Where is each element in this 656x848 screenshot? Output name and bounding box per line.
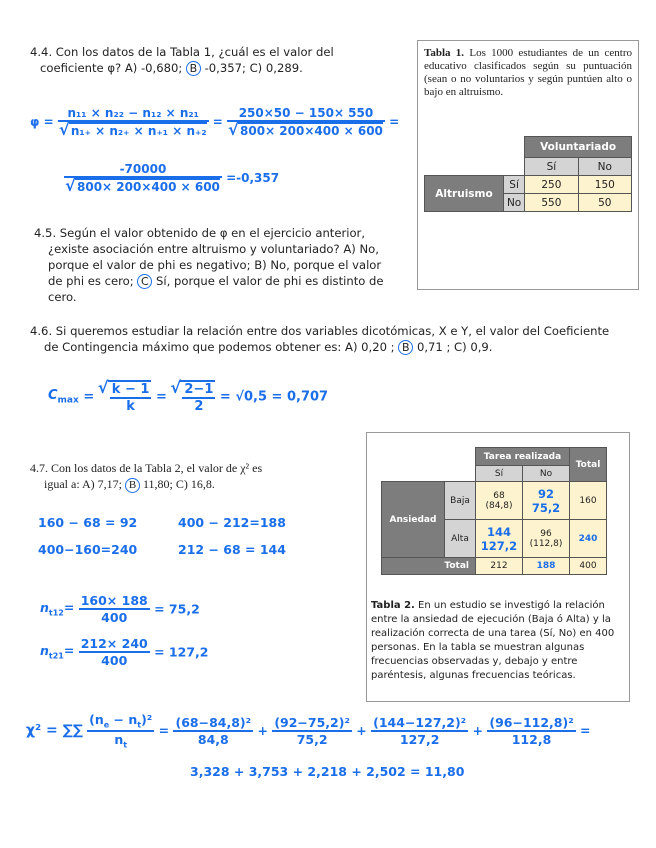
table2-theo-handwritten: 127,2 [480,538,518,553]
answer-circle-b: B [125,478,140,493]
question-4-4 [30,44,402,76]
table2-obs-handwritten: 144 [486,524,511,539]
q46-line1: 4.6. Si queremos estudiar la relación entre dos variables dicotómicas, X e Y, el valor del Coeficiente [30,324,610,338]
q45-line1: 4.5. Según el valor obtenido de φ en el ejercicio anterior, [34,226,365,240]
table2-obs-handwritten: 92 [537,486,554,501]
cmax-lhs: C [48,388,58,404]
table1-caption-title: Tabla 1. [424,47,465,59]
table1-col-no: No [578,158,631,176]
chi-square-formula: χ² = ∑∑ $\frac{(n_e - n_t)^2}{n_t}$ = $\frac{\text{(68−84,8)²}}{84,8}$ + $\frac{\text{(92−75,2)²}}{75,2}$ + $\frac{\text{(144−127,2)²}}{127,2}$ + $\frac{\text{(96−112,8)²}}{112,8}$ = [26,712,591,749]
q45-line2: ¿existe asociación entre altruismo y voluntariado? A) No, [48,242,379,256]
table2-theo: (112,8) [529,538,563,549]
table1-cell: 150 [578,176,631,194]
table2-grand-total: 400 [570,558,607,575]
q47-line2a: igual a: A) 7,17; [44,477,122,491]
q44-line2a: coeficiente φ? A) -0,680; [40,61,183,75]
table2-row-total-handwritten: 240 [570,520,607,558]
table1-row-header: Altruismo [425,176,504,212]
phi-den: √ n₁₊ × n₂₊ × n₊₁ × n₊₂ [69,122,207,138]
calc-a: 160 − 68 = 92 [38,515,138,530]
chi-sum-result: 3,328 + 3,753 + 2,218 + 2,502 = 11,80 [190,764,465,779]
table2-row-header: Ansiedad [382,482,445,558]
q44-line2b: -0,357; C) 0,289. [204,61,303,75]
table1-panel [417,40,639,290]
phi-fraction-values [227,106,385,138]
table2-col-si: Sí [476,466,523,482]
cmax-formula [48,380,328,414]
phi-num3: -70000 [64,162,222,178]
answer-circle-b: B [398,340,413,355]
chi-term1-num: (68−84,8)² [175,714,252,730]
chi-term4-num: (96−112,8)² [489,714,574,730]
phi-fraction-result [64,162,222,194]
nt12-formula: $n_{t12}=$ $\frac{160\times 188}{400}$ = 75,2 [40,593,200,625]
phi-formula-line2 [64,162,279,194]
table2-col-total: 212 [476,558,523,575]
q44-line1: 4.4. Con los datos de la Tabla 1, ¿cuál es el valor del [30,45,334,59]
table2-col-total-handwritten: 188 [523,558,570,575]
table2-total-header: Total [570,448,607,482]
nt12-den: 400 [101,610,128,625]
table2-row-total: 160 [570,482,607,520]
cmax-den2: 2 [194,399,204,414]
phi-eq2: = [389,115,400,129]
q47-line1: 4.7. Con los datos de la Tabla 2, el valor de χ² es [30,461,263,475]
q45-line4a: de phi es cero; [48,274,134,288]
table1 [424,136,632,212]
cmax-eq2: = [155,389,167,405]
table1-cell: 50 [578,194,631,212]
chi-term2-den: 75,2 [296,731,328,747]
chi-term2-num: (92−75,2)² [274,714,350,730]
cmax-num1: √ k − 1 [111,382,150,397]
cmax-sub: max [57,395,79,406]
table2 [381,447,607,575]
table2-theo: (84,8) [485,500,513,511]
answer-circle-b: B [186,61,201,76]
table2-theo-handwritten: 75,2 [531,500,561,515]
table1-row-si: Sí [504,176,525,194]
table1-caption-text: Los 1000 estudiantes de un centro educativo clasificados según su puntuación (sean o no voluntarios y según puntúen alto o bajo en altruismo. [424,47,633,98]
question-4-7 [30,460,360,493]
phi-result: =-0,357 [226,171,280,185]
calc-d: 212 − 68 = 144 [178,542,286,557]
cmax-num2: √ 2−1 [184,382,214,397]
q46-line2a: de Contingencia máximo que podemos obtener es: A) 0,20 ; [44,340,395,354]
chi-term3-den: 127,2 [399,731,440,747]
cmax-den1: k [126,399,135,414]
chi-general-den: n [114,731,124,747]
table2-row-baja: Baja [445,482,476,520]
phi-eq1: = [212,115,223,129]
calc-b: 400 − 212=188 [178,515,286,530]
nt21-den: 400 [101,653,128,668]
nt12-num: 160× 188 [80,593,148,608]
q47-line2b: 11,80; C) 16,8. [143,477,215,491]
calc-c: 400−160=240 [38,542,138,557]
chi-term4-den: 112,8 [511,731,552,747]
answer-circle-c: C [137,274,152,289]
phi-num2: 250×50 − 150× 550 [227,106,385,122]
table2-caption [371,599,621,683]
phi-lhs: φ = [30,115,54,129]
chi-lhs: χ² = ∑∑ [26,722,83,739]
table2-total-label: Total [382,558,476,575]
nt12-lhs: n [40,600,49,616]
phi-den3: √ 800× 200×400 × 600 [75,178,220,194]
table1-row-no: No [504,194,525,212]
nt21-lhs: n [40,643,49,659]
table2-caption-text: En un estudio se investigó la relación entre la ansiedad de ejecución (Baja ó Alta) y la realización correcta de una tarea (Sí, No) en 400 personas. En la tabla se muestran algunas frecuencias observadas y, debajo y entre paréntesis, algunas frecuencias teóricas. [371,600,615,681]
cmax-result: = √0,5 = 0,707 [219,389,329,405]
question-4-6 [30,323,630,355]
cmax-eq: = [83,389,95,405]
table1-cell: 250 [525,176,578,194]
table1-col-header: Voluntariado [525,137,632,158]
table2-obs: 96 [540,528,552,539]
nt21-num: 212× 240 [80,636,148,651]
phi-fraction-symbolic [58,106,209,138]
table1-caption [424,47,632,99]
nt21-formula: $n_{t21}=$ $\frac{212\times 240}{400}$ = 127,2 [40,636,209,668]
table2-caption-title: Tabla 2. [371,600,415,611]
q45-line4b: Sí, porque el valor de phi es distinto de [156,274,384,288]
table1-col-si: Sí [525,158,578,176]
table2-obs: 68 [493,490,505,501]
phi-formula [30,106,399,138]
chi-term3-num: (144−127,2)² [373,714,467,730]
table2-col-no: No [523,466,570,482]
chi-general-num: (n [89,712,104,727]
table2-row-alta: Alta [445,520,476,558]
table2-panel [366,432,630,702]
table2-col-header: Tarea realizada [476,448,570,466]
q46-line2b: 0,71 ; C) 0,9. [416,340,493,354]
phi-den2: √ 800× 200×400 × 600 [238,122,383,138]
nt12-sub: t12 [48,608,64,618]
question-4-5 [34,225,406,305]
table2-cell-baja-no [523,482,570,520]
nt12-result: = 75,2 [154,601,200,617]
q45-line5: cero. [48,290,77,304]
table2-cell-baja-si [476,482,523,520]
chi-term1-den: 84,8 [197,731,229,747]
table2-cell-alta-si [476,520,523,558]
nt21-result: = 127,2 [154,644,209,660]
table1-cell: 550 [525,194,578,212]
q45-line3: porque el valor de phi es negativo; B) No, porque el valor [48,258,382,272]
phi-num: n₁₁ × n₂₂ − n₁₂ × n₂₁ [58,106,209,122]
nt21-sub: t21 [48,651,64,661]
table2-cell-alta-no [523,520,570,558]
